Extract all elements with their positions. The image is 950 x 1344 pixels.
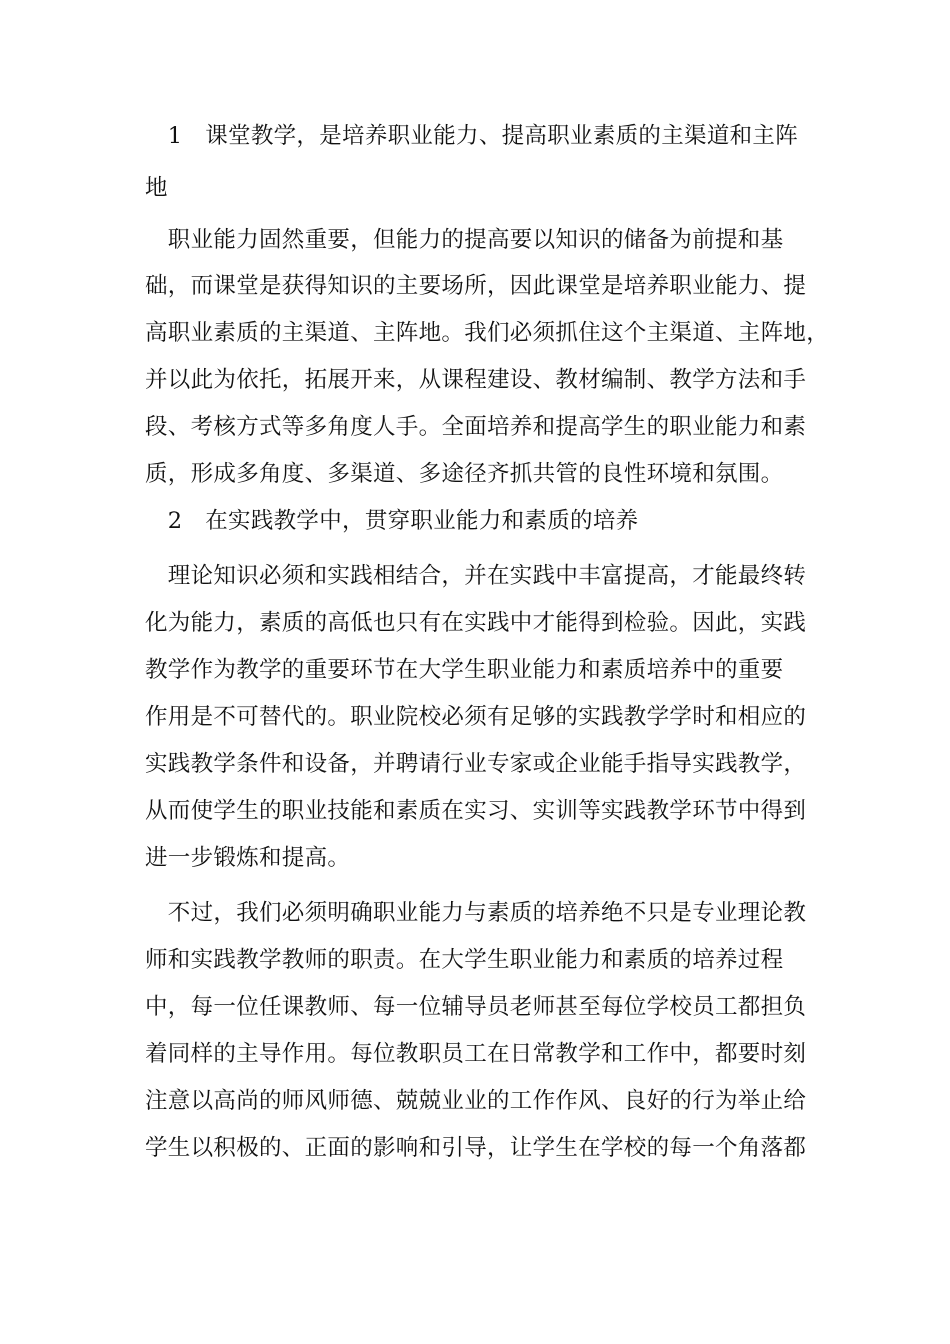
paragraph-3-line-4: 着同样的主导作用。每位教职员工在日常教学和工作中，都要时刻	[145, 1041, 807, 1067]
paragraph-2-line-3: 教学作为教学的重要环节在大学生职业能力和素质培养中的重要	[145, 657, 784, 683]
paragraph-2-line-1: 理论知识必须和实践相结合，并在实践中丰富提高，才能最终转	[145, 563, 807, 589]
paragraph-3-line-6: 学生以积极的、正面的影响和引导，让学生在学校的每一个角落都	[145, 1135, 807, 1161]
heading-1-line-1: 1 课堂教学，是培养职业能力、提高职业素质的主渠道和主阵	[145, 123, 799, 149]
paragraph-1-line-1: 职业能力固然重要，但能力的提高要以知识的储备为前提和基	[145, 227, 784, 253]
paragraph-2-line-7: 进一步锻炼和提高。	[145, 845, 351, 871]
heading-2-line-1: 2 在实践教学中，贯穿职业能力和素质的培养	[145, 508, 639, 534]
paragraph-2-line-5: 实践教学条件和设备，并聘请行业专家或企业能手指导实践教学，	[145, 751, 807, 777]
paragraph-3-line-1: 不过，我们必须明确职业能力与素质的培养绝不只是专业理论教	[145, 900, 807, 926]
paragraph-1-line-2: 础，而课堂是获得知识的主要场所，因此课堂是培养职业能力、提	[145, 273, 807, 299]
paragraph-2-line-4: 作用是不可替代的。职业院校必须有足够的实践教学学时和相应的	[145, 704, 807, 730]
paragraph-1-line-3: 高职业素质的主渠道、主阵地。我们必须抓住这个主渠道、主阵地，	[145, 320, 830, 346]
paragraph-1-line-4: 并以此为依托，拓展开来，从课程建设、教材编制、教学方法和手	[145, 367, 807, 393]
paragraph-3-line-5: 注意以高尚的师风师德、兢兢业业的工作作风、良好的行为举止给	[145, 1088, 807, 1114]
heading-1-line-2: 地	[145, 175, 168, 201]
paragraph-2-line-2: 化为能力，素质的高低也只有在实践中才能得到检验。因此，实践	[145, 610, 807, 636]
paragraph-3-line-2: 师和实践教学教师的职责。在大学生职业能力和素质的培养过程	[145, 947, 784, 973]
paragraph-1-line-5: 段、考核方式等多角度人手。全面培养和提高学生的职业能力和素	[145, 414, 807, 440]
paragraph-1-line-6: 质，形成多角度、多渠道、多途径齐抓共管的良性环境和氛围。	[145, 461, 784, 487]
paragraph-3-line-3: 中，每一位任课教师、每一位辅导员老师甚至每位学校员工都担负	[145, 994, 807, 1020]
paragraph-2-line-6: 从而使学生的职业技能和素质在实习、实训等实践教学环节中得到	[145, 798, 807, 824]
